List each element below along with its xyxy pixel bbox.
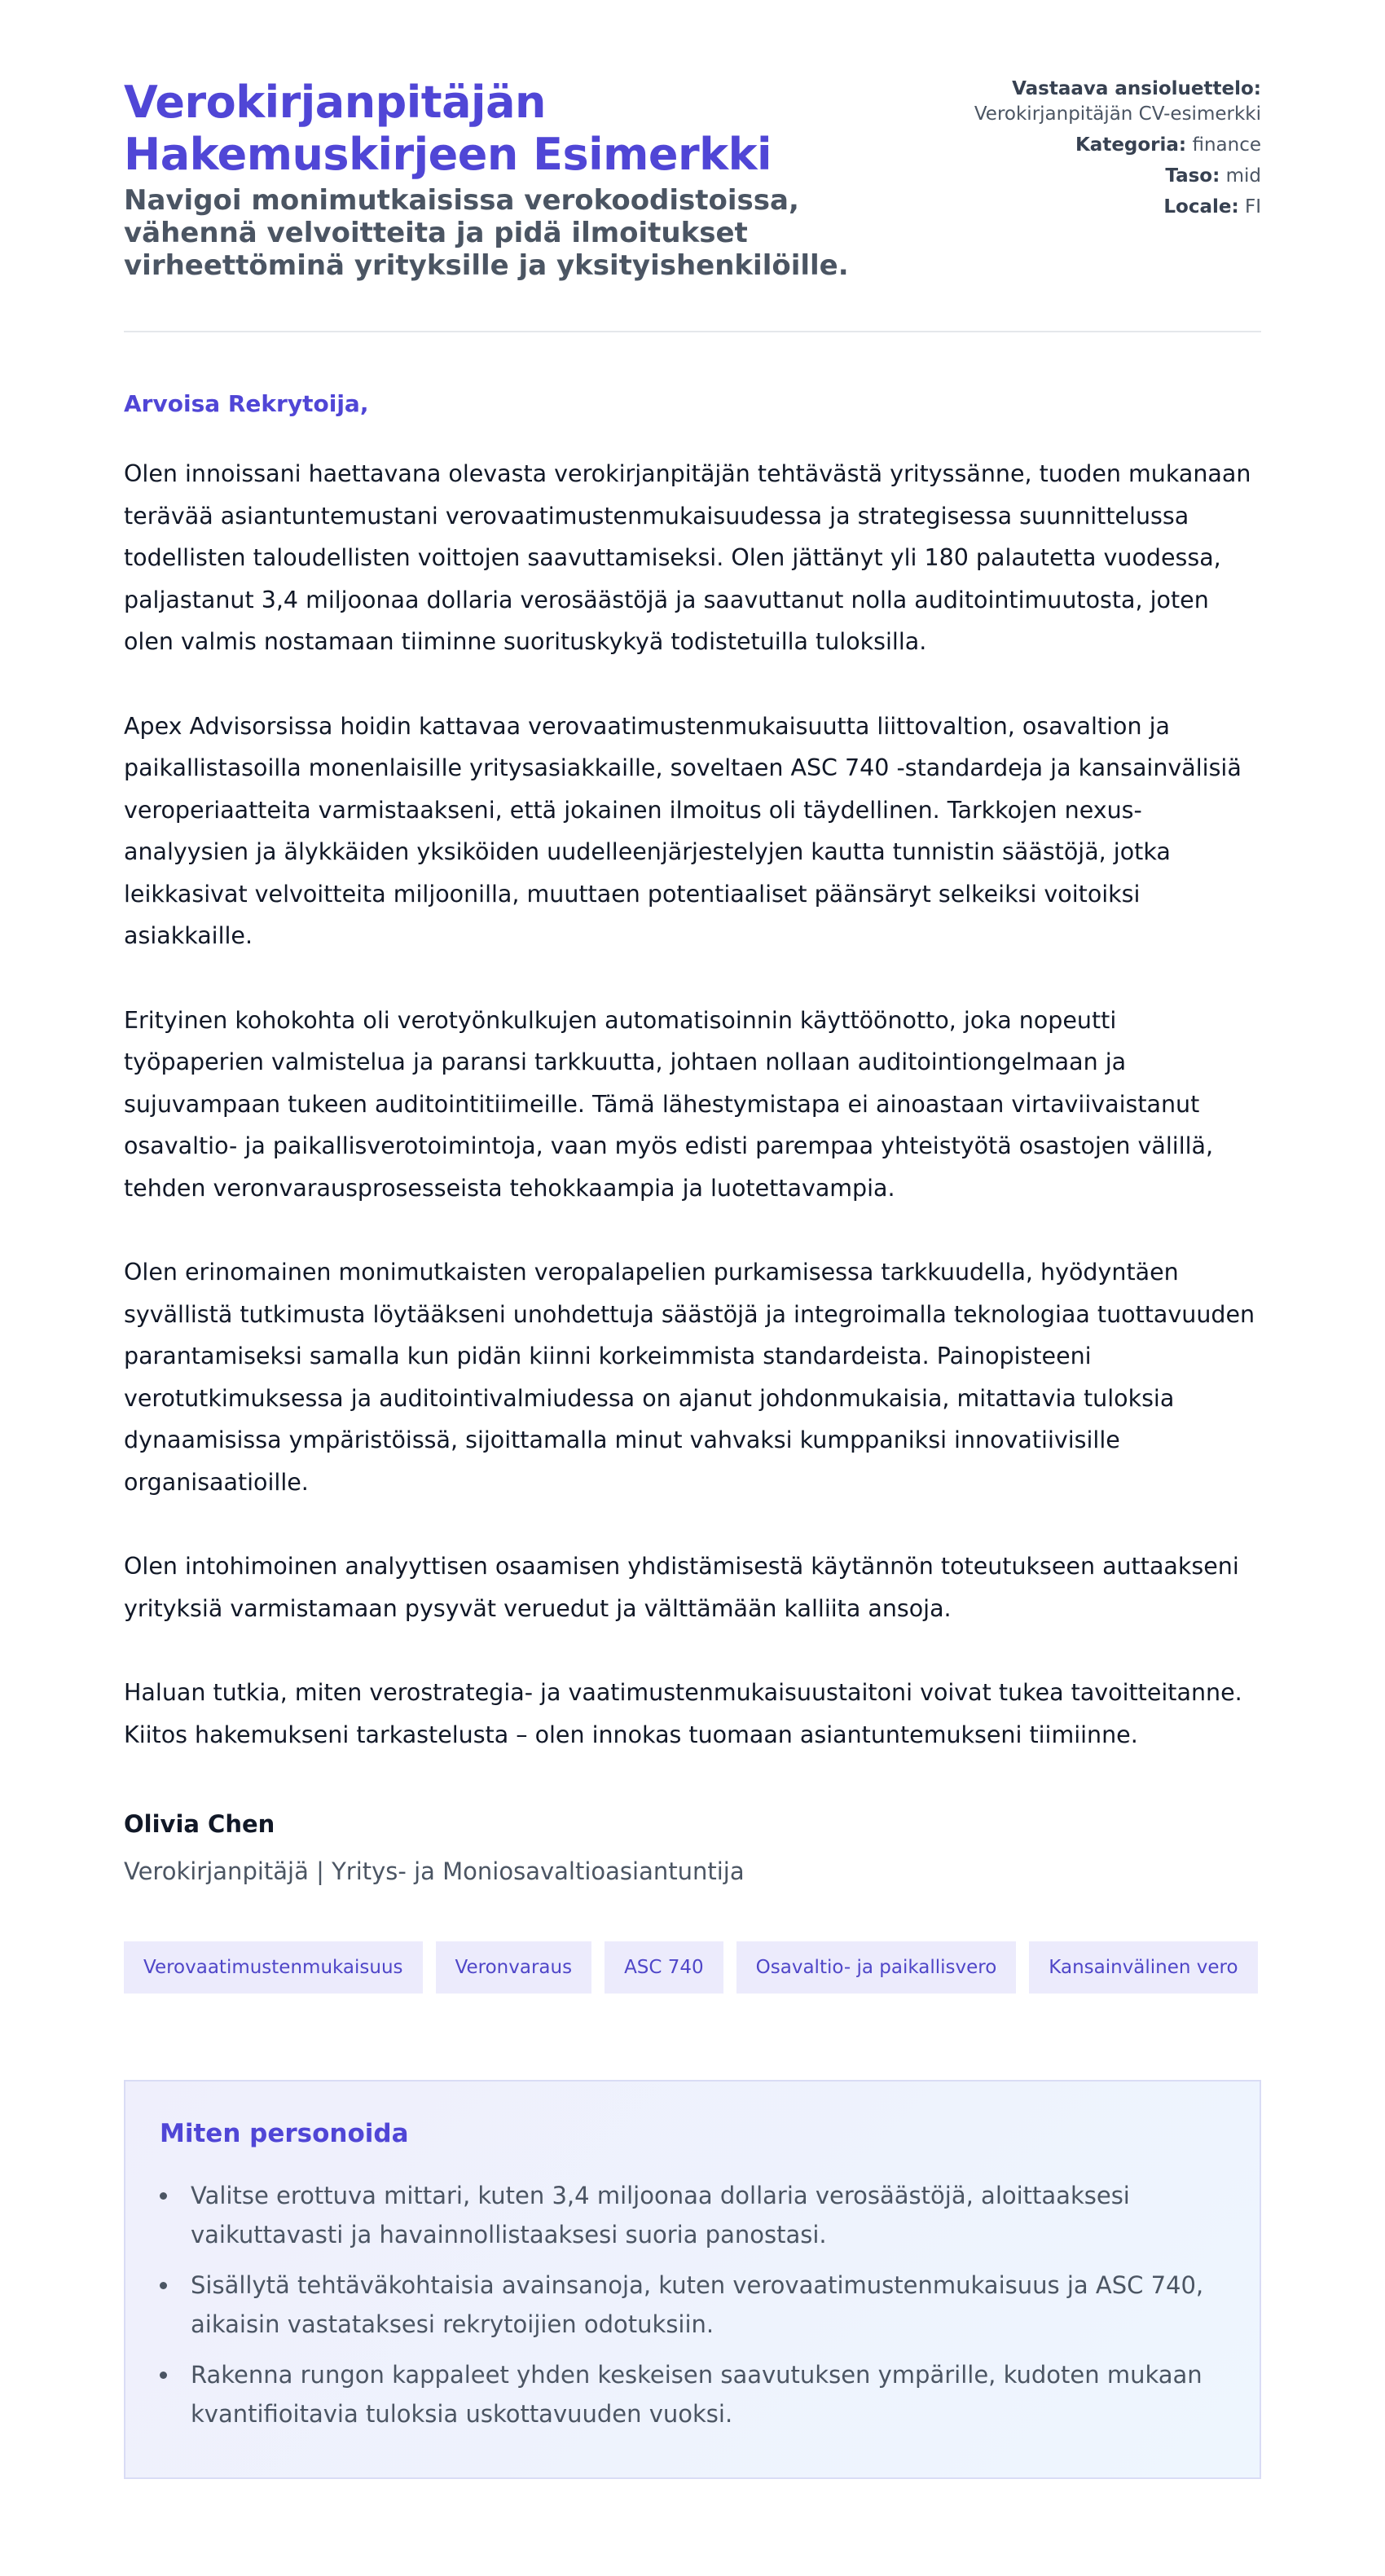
skill-tag: Verovaatimustenmukaisuus [124,1941,423,1994]
meta-locale-value: FI [1244,196,1261,218]
skill-tag: ASC 740 [605,1941,723,1994]
personalization-tips [124,2080,1261,2479]
skill-tag: Veronvaraus [436,1941,592,1994]
tips-list [160,2176,1225,2433]
letter-salutation: Arvoisa Rekrytoija, [124,390,369,417]
meta-level [952,164,1261,189]
skill-tag: Osavaltio- ja paikallisvero [736,1941,1017,1994]
meta-resume-label: Vastaava ansioluettelo: [1012,78,1261,99]
title-block [124,77,939,282]
meta-category-label: Kategoria: [1075,134,1187,156]
letter-body [124,453,1261,1756]
tips-title: Miten personoida [160,2119,409,2148]
letter-paragraph: Olen intohimoinen analyyttisen osaamisen yhdistämisestä käytännön toteutukseen auttaakseni yrityksiä varmistamaan pysyvät veruedut ja välttämään kalliita ansoja. [124,1553,1239,1622]
tips-list-item: Rakenna rungon kappaleet yhden keskeisen saavutuksen ympärille, kudoten mukaan kvantifioitavia tuloksia uskottavuuden vuoksi. [160,2355,1225,2433]
meta-locale [952,195,1261,220]
letter-paragraph: Haluan tutkia, miten verostrategia- ja vaatimustenmukaisuustaitoni voivat tukea tavoitteitanne. Kiitos hakemukseni tarkastelusta – olen innokas tuomaan asiantuntemukseni tiimiinne. [124,1679,1242,1748]
meta-category [952,133,1261,158]
letter-paragraph: Erityinen kohokohta oli verotyönkulkujen automatisoinnin käyttöönotto, joka nopeutti työpaperien valmistelua ja paransi tarkkuutta, johtaen nollaan auditointiongelmaan ja sujuvampaan tukeen auditointitiimeille. Tämä lähestymistapa ei ainoastaan virtaviivaistanut osavaltio- ja paikallisverotoimintoja, vaan myös edisti parempaa yhteistyötä osastojen välillä, tehden veronvarausprosesseista tehokkaampia ja luotettavampia. [124,1006,1214,1202]
signature-name: Olivia Chen [124,1810,275,1838]
meta-panel [952,77,1261,226]
page-subtitle: Navigoi monimutkaisissa verokoodistoissa, vähennä velvoitteita ja pidä ilmoitukset virheettöminä yrityksille ja yksityishenkilöille. [124,184,849,282]
skill-tags [124,1941,1261,1994]
signature-role: Verokirjanpitäjä | Yritys- ja Moniosavaltioasiantuntija [124,1857,745,1885]
meta-level-label: Taso: [1165,165,1220,187]
signature-block [124,1808,1261,1888]
tips-list-item: Sisällytä tehtäväkohtaisia avainsanoja, kuten verovaatimustenmukaisuus ja ASC 740, aikaisin vastataksesi rekrytoijien odotuksiin. [160,2266,1225,2344]
skill-tag: Kansainvälinen vero [1029,1941,1257,1994]
meta-level-value: mid [1225,165,1261,187]
tips-list-item: Valitse erottuva mittari, kuten 3,4 miljoonaa dollaria verosäästöjä, aloittaaksesi vaikuttavasti ja havainnollistaaksesi suoria panostasi. [160,2176,1225,2254]
page-title: Verokirjanpitäjän Hakemuskirjeen Esimerkki [124,77,772,180]
meta-locale-label: Locale: [1163,196,1239,218]
meta-resume [952,77,1261,127]
page-header [124,0,1261,332]
letter-paragraph: Olen erinomainen monimutkaisten veropalapelien purkamisessa tarkkuudella, hyödyntäen syvällistä tutkimusta löytääkseni unohdettuja säästöjä ja integroimalla teknologiaa tuottavuuden parantamiseksi samalla kun pidän kiinni korkeimmista standardeista. Painopisteeni verotutkimuksessa ja auditointivalmiudessa on ajanut johdonmukaisia, mitattavia tuloksia dynaamisissa ympäristöissä, sijoittamalla minut vahvaksi kumppaniksi innovatiivisille organisaatioille. [124,1259,1255,1496]
meta-resume-value[interactable]: Verokirjanpitäjän CV-esimerkki [974,103,1261,125]
letter-paragraph: Apex Advisorsissa hoidin kattavaa verovaatimustenmukaisuutta liittovaltion, osavaltion ja paikallistasoilla monenlaisille yritysasiakkaille, soveltaen ASC 740 -standardeja ja kansainvälisiä veroperiaatteita varmistaakseni, että jokainen ilmoitus oli täydellinen. Tarkkojen nexus-analyysien ja älykkäiden yksiköiden uudelleenjärjestelyjen kautta tunnistin säästöjä, jotka leikkasivat velvoitteita miljoonilla, muuttaen potentiaaliset päänsäryt selkeiksi voitoiksi asiakkaille. [124,712,1242,949]
meta-category-value: finance [1192,134,1261,156]
letter-paragraph: Olen innoissani haettavana olevasta verokirjanpitäjän tehtävästä yrityssänne, tuoden mukanaan terävää asiantuntemustani verovaatimustenmukaisuudessa ja strategisessa suunnittelussa todellisten taloudellisten voittojen saavuttamiseksi. Olen jättänyt yli 180 palautetta vuodessa, paljastanut 3,4 miljoonaa dollaria verosäästöjä ja saavuttanut nolla auditointimuutosta, joten olen valmis nostamaan tiiminne suorituskykyä todistetuilla tuloksilla. [124,460,1251,655]
